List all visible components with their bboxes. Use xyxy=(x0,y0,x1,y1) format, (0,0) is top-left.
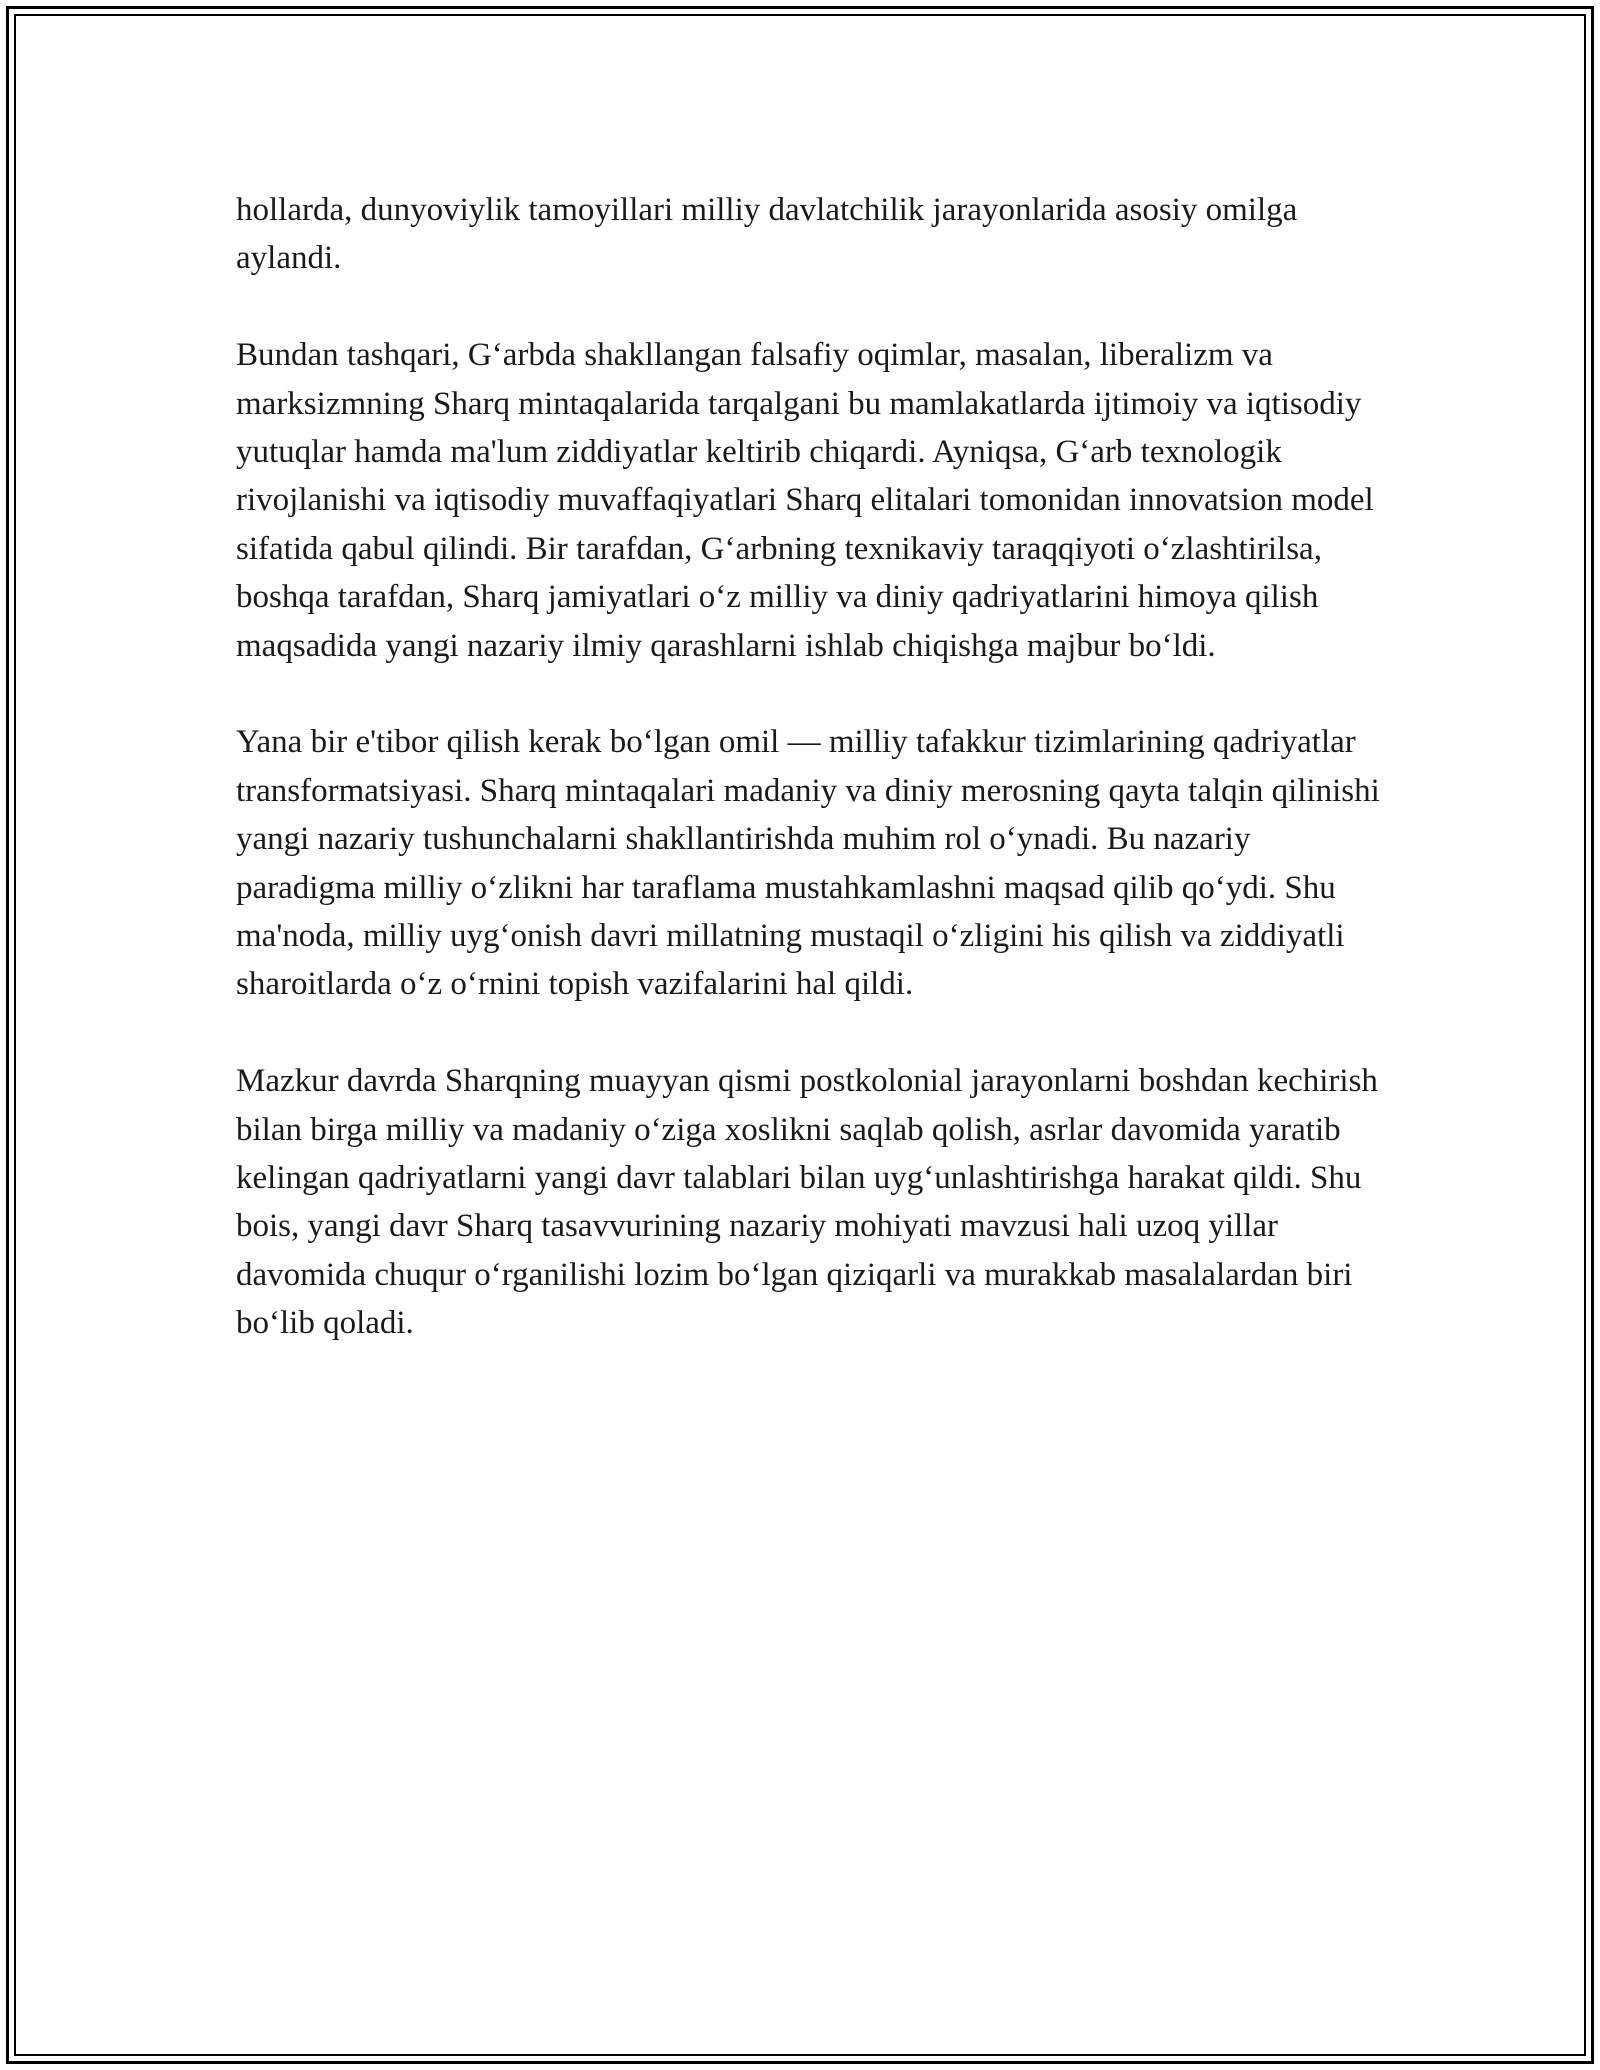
paragraph-3: Yana bir e'tibor qilish kerak bo‘lgan omil — milliy tafakkur tizimlarining qadriyatlar transformatsiyasi. Sharq mintaqalari madaniy va diniy merosning qayta talqin qilinishi yangi nazariy tushunchalarni shakllantirishda muhim rol o‘ynadi. Bu nazariy paradigma milliy o‘zlikni har taraflama mustahkamlashni maqsad qilib qo‘ydi. Shu ma'noda, milliy uyg‘onish davri millatning mustaqil o‘zligini his qilish va ziddiyatli sharoitlarda o‘z o‘rnini topish vazifalarini hal qildi. xyxy=(236,724,1380,1003)
paragraph-1: hollarda, dunyoviylik tamoyillari milliy davlatchilik jarayonlarida asosiy omilga aylandi. xyxy=(236,192,1298,277)
paragraph-4: Mazkur davrda Sharqning muayyan qismi postkolonial jarayonlarni boshdan kechirish bilan birga milliy va madaniy o‘ziga xoslikni saqlab qolish, asrlar davomida yaratib kelingan qadriyatlarni yangi davr talablari bilan uyg‘unlashtirishga harakat qildi. Shu bois, yangi davr Sharq tasavvurining nazariy mohiyati mavzusi hali uzoq yillar davomida chuqur o‘rganilishi lozim bo‘lgan qiziqarli va murakkab masalalardan biri bo‘lib qoladi. xyxy=(236,1063,1378,1342)
document-body xyxy=(236,186,1386,1348)
paragraph-2: Bundan tashqari, G‘arbda shakllangan falsafiy oqimlar, masalan, liberalizm va marksizmning Sharq mintaqalarida tarqalgani bu mamlakatlarda ijtimoiy va iqtisodiy yutuqlar hamda ma'lum ziddiyatlar keltirib chiqardi. Ayniqsa, G‘arb texnologik rivojlanishi va iqtisodiy muvaffaqiyatlari Sharq elitalari tomonidan innovatsion model sifatida qabul qilindi. Bir tarafdan, G‘arbning texnikaviy taraqqiyoti o‘zlashtirilsa, boshqa tarafdan, Sharq jamiyatlari o‘z milliy va diniy qadriyatlarini himoya qilish maqsadida yangi nazariy ilmiy qarashlarni ishlab chiqishga majbur bo‘ldi. xyxy=(236,337,1374,664)
